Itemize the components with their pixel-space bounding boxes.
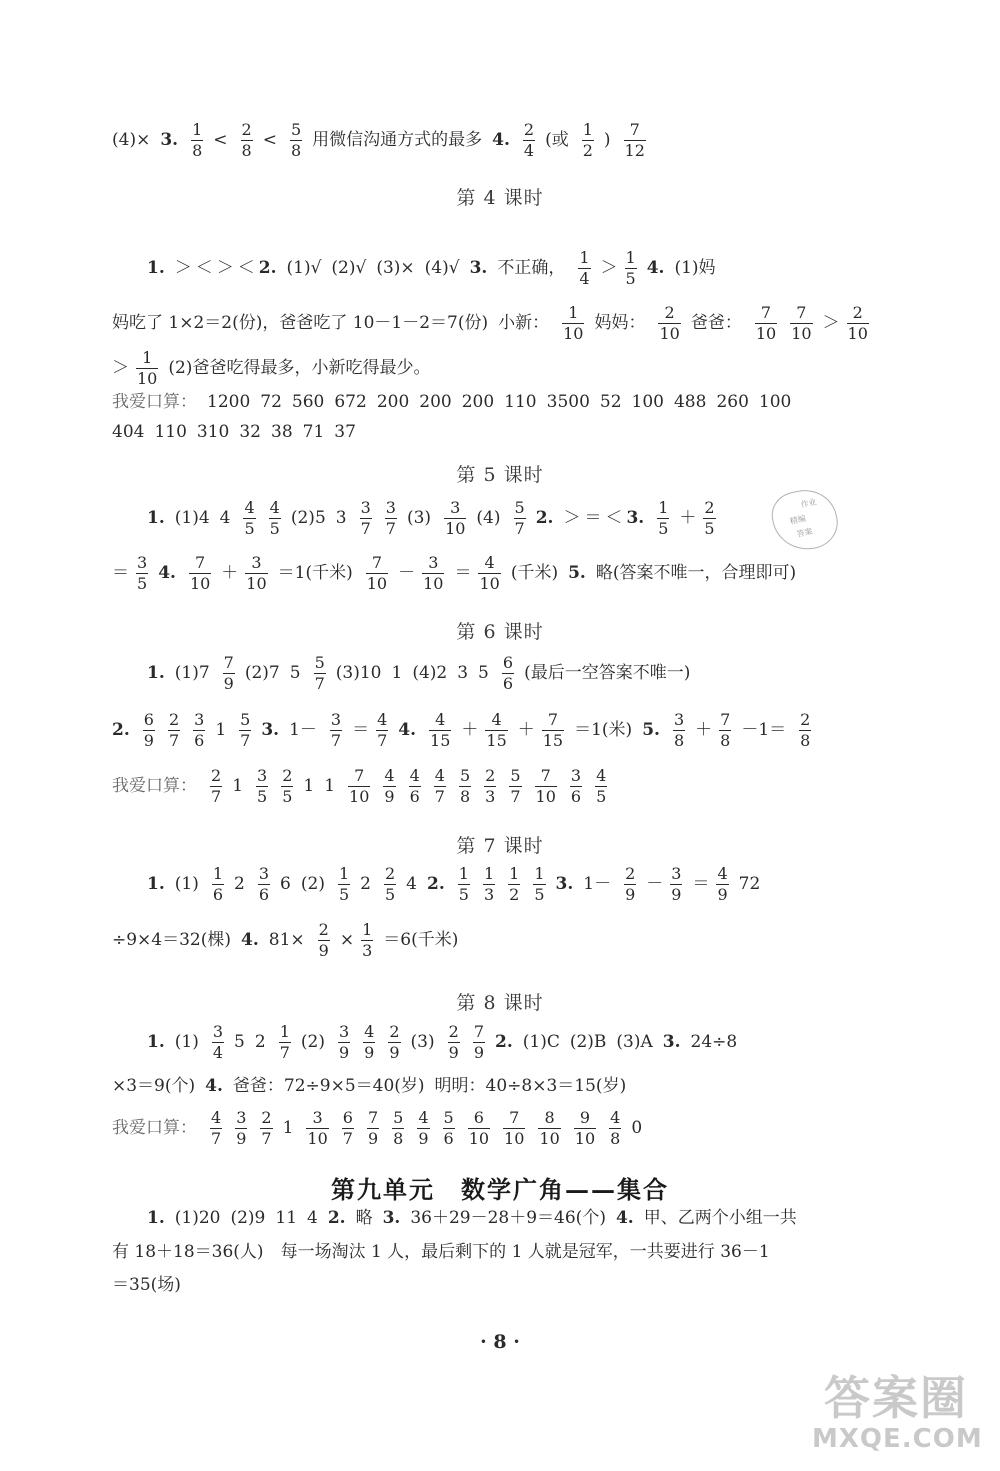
line-10-fraction: $\frac{3}{8}$ [673, 710, 685, 750]
line-8-text: ＝ [454, 563, 472, 583]
line-1-fraction: $\frac{2}{4}$ [523, 120, 535, 160]
mental-math-line-1-text: 560 [291, 392, 325, 412]
mental-math-line-1-text: 200 [376, 392, 410, 412]
line-7-fraction: $\frac{5}{7}$ [514, 498, 525, 538]
line-2-text: ＞ [174, 258, 192, 278]
line-8-fraction: $\frac{7}{10}$ [366, 553, 388, 593]
line-4-text: ＞ [112, 358, 129, 378]
mental-math-line-3-fraction: $\frac{2}{3}$ [485, 766, 496, 806]
line-12-fraction: $\frac{3}{6}$ [258, 864, 270, 904]
line-7-text: ＜ [605, 508, 623, 528]
line-2-fraction: $\frac{1}{4}$ [579, 248, 590, 288]
line-7-fraction: $\frac{4}{5}$ [244, 498, 255, 538]
line-3-fraction: $\frac{7}{10}$ [755, 303, 777, 343]
line-10-text: ＋ [695, 720, 713, 740]
line-10-text: 2. [112, 720, 130, 740]
line-9-text: (1)7 [174, 663, 210, 683]
line-10-fraction: $\frac{3}{7}$ [330, 710, 342, 750]
line-13-text: 4. [241, 930, 259, 950]
mental-math-line-4-fraction: $\frac{5}{6}$ [443, 1108, 454, 1148]
line-17-text: 11 [275, 1208, 298, 1228]
mental-math-line-3-fraction: $\frac{4}{7}$ [434, 766, 445, 806]
line-2-text: (3)× [376, 258, 415, 278]
line-14-fraction: $\frac{2}{9}$ [448, 1022, 459, 1062]
mental-math-line-4-fraction: $\frac{4}{8}$ [610, 1108, 621, 1148]
line-10-fraction: $\frac{2}{7}$ [168, 710, 180, 750]
line-17-text: 略 [355, 1208, 373, 1228]
line-9-fraction: $\frac{5}{7}$ [314, 653, 325, 693]
line-10-text: ＝ [352, 720, 370, 740]
line-14-fraction: $\frac{4}{9}$ [364, 1022, 375, 1062]
line-10-text: ＋ [461, 720, 479, 740]
mental-math-line-1-text: 我爱口算： [112, 392, 197, 412]
mental-math-line-3 [112, 768, 920, 805]
mental-math-line-1-text: 672 [334, 392, 367, 412]
line-15 [112, 1078, 920, 1095]
line-12-text: 4 [406, 874, 417, 894]
line-10-text: 4. [398, 720, 417, 740]
line-14-text: (1) [174, 1032, 199, 1052]
line-7-text: (2)5 [290, 508, 326, 528]
line-1-fraction: $\frac{2}{8}$ [241, 120, 252, 160]
line-7-fraction: $\frac{1}{5}$ [658, 498, 669, 538]
line-2-text: ＞ [216, 258, 234, 278]
line-14-text: (2)B [569, 1032, 607, 1052]
mental-math-line-4-fraction: $\frac{3}{9}$ [236, 1108, 247, 1148]
mental-math-line-3-fraction: $\frac{3}{5}$ [257, 766, 268, 806]
line-2-text: 4. [646, 258, 665, 278]
line-9-text: 5 [289, 663, 301, 683]
line-15-text: 爸爸：72÷9×5＝40(岁) [232, 1076, 425, 1096]
mental-math-line-3-fraction: $\frac{5}{7}$ [510, 766, 521, 806]
line-7-fraction: $\frac{3}{10}$ [445, 498, 466, 538]
line-9-text: 5 [478, 663, 489, 683]
mental-math-line-4-fraction: $\frac{4}{9}$ [418, 1108, 429, 1148]
line-14-text: 2. [495, 1032, 513, 1052]
line-14-text: 24÷8 [690, 1032, 738, 1052]
mental-math-line-1-text: 200 [461, 392, 495, 412]
line-15-text: ×3＝9(个) [112, 1076, 196, 1096]
mental-math-line-3-fraction: $\frac{2}{5}$ [282, 766, 293, 806]
line-12-text: － [646, 874, 664, 894]
line-10-text: 3. [261, 720, 280, 740]
mental-math-line-2-text: 37 [334, 422, 356, 442]
line-12 [147, 866, 920, 903]
line-3-text: ＞ [822, 313, 840, 333]
mental-math-line-1-text: 100 [631, 392, 664, 412]
line-12-text: 2. [427, 874, 445, 894]
line-3-text: 爸爸： [690, 313, 742, 333]
mental-math-line-4-fraction: $\frac{9}{10}$ [574, 1108, 596, 1148]
line-7-text: (3) [406, 508, 432, 528]
line-2-text: 2. [258, 258, 277, 278]
line-3-fraction: $\frac{1}{10}$ [563, 303, 584, 343]
line-7-text: ＝ [584, 508, 602, 528]
line-8-fraction: $\frac{7}{10}$ [189, 553, 211, 593]
mental-math-line-4-fraction: $\frac{7}{10}$ [504, 1108, 525, 1148]
line-7-text: 4 [219, 508, 231, 528]
mental-math-line-4-fraction: $\frac{8}{10}$ [539, 1108, 560, 1148]
line-2-text: 1. [147, 258, 165, 278]
line-17-text: 1. [147, 1208, 165, 1228]
line-7-text: 2. [535, 508, 554, 528]
mental-math-line-1-text: 72 [260, 392, 282, 412]
mental-math-line-1 [112, 394, 920, 411]
line-3-text: 小新： [498, 313, 550, 333]
line-12-fraction: $\frac{3}{9}$ [671, 864, 682, 904]
line-2-text: (4)√ [424, 258, 460, 278]
mental-math-line-3-text: 1 [303, 776, 315, 796]
line-12-text: 3. [555, 874, 574, 894]
line-10-text: －1＝ [741, 720, 787, 740]
mental-math-line-1-text: 488 [673, 392, 707, 412]
line-1-fraction: $\frac{1}{2}$ [582, 120, 593, 160]
line-8-fraction: $\frac{4}{10}$ [479, 553, 500, 593]
watermark-logo: 答案圈 MXQE.COM [812, 1371, 983, 1454]
mental-math-line-4 [112, 1110, 920, 1147]
line-7-fraction: $\frac{4}{5}$ [269, 498, 280, 538]
line-3-fraction: $\frac{2}{10}$ [847, 303, 868, 343]
line-7-text: 3. [626, 508, 645, 528]
line-1-text: (或 [545, 130, 569, 150]
line-13 [112, 922, 920, 959]
line-8-text: ＝ [112, 563, 129, 583]
line-7-text: ＞ [563, 508, 581, 528]
line-1-fraction: $\frac{1}{8}$ [192, 120, 203, 160]
mental-math-line-3-fraction: $\frac{5}{8}$ [459, 766, 471, 806]
line-12-text: (2) [300, 874, 325, 894]
line-10-fraction: $\frac{3}{6}$ [194, 710, 205, 750]
line-17-text: (2)9 [230, 1208, 266, 1228]
lesson-4-heading: 第 4 课时 [456, 187, 544, 209]
line-12-text: (1) [174, 874, 199, 894]
line-10-text: 1－ [289, 720, 317, 740]
mental-math-line-1-text: 3500 [546, 392, 590, 412]
line-12-fraction: $\frac{4}{9}$ [717, 864, 728, 904]
line-8-text: ＝1(千米) [277, 563, 353, 583]
mental-math-line-4-text: 我爱口算： [112, 1118, 197, 1138]
lesson-7-heading: 第 7 课时 [456, 835, 544, 857]
mental-math-line-1-text: 1200 [207, 392, 251, 412]
line-8-fraction: $\frac{3}{10}$ [246, 553, 267, 593]
unit-9-title: 第九单元 数学广角——集合 [331, 1175, 669, 1204]
mental-math-line-4-fraction: $\frac{6}{7}$ [342, 1108, 353, 1148]
line-9-fraction: $\frac{7}{9}$ [223, 653, 234, 693]
line-2-text: 3. [469, 258, 488, 278]
line-12-fraction: $\frac{1}{5}$ [458, 864, 469, 904]
line-2-text: (1)√ [286, 258, 322, 278]
mental-math-line-3-fraction: $\frac{4}{6}$ [409, 766, 420, 806]
mental-math-line-4-text: 1 [282, 1118, 294, 1138]
line-9-text: (最后一空答案不唯一) [524, 663, 691, 683]
line-14-text: (2) [300, 1032, 325, 1052]
line-14-fraction: $\frac{1}{7}$ [279, 1022, 290, 1062]
line-1-text: < [213, 130, 228, 150]
line-18 [112, 1244, 920, 1261]
line-9-fraction: $\frac{6}{6}$ [502, 653, 514, 693]
line-3-fraction: $\frac{7}{10}$ [791, 303, 812, 343]
line-14-text: (3)A [616, 1032, 653, 1052]
line-15-text: 4. [205, 1076, 223, 1096]
mental-math-line-2 [112, 424, 920, 441]
line-1-text: (4)× [112, 130, 151, 150]
line-8-text: 5. [568, 563, 586, 583]
line-7-fraction: $\frac{3}{7}$ [385, 498, 396, 538]
line-10-text: 5. [642, 720, 660, 740]
line-9 [147, 655, 920, 692]
line-2-text: (2)√ [331, 258, 367, 278]
line-3-text: 妈妈： [594, 313, 646, 333]
page-number: · 8 · [480, 1331, 520, 1353]
line-4 [112, 350, 920, 387]
line-8-fraction: $\frac{3}{5}$ [137, 553, 148, 593]
mental-math-line-4-fraction: $\frac{5}{8}$ [393, 1108, 404, 1148]
line-12-fraction: $\frac{1}{6}$ [212, 864, 224, 904]
line-12-fraction: $\frac{2}{9}$ [625, 864, 636, 904]
line-14-fraction: $\frac{3}{4}$ [212, 1022, 224, 1062]
mental-math-line-1-text: 200 [419, 392, 452, 412]
lesson-6-heading: 第 6 课时 [456, 621, 544, 643]
line-12-fraction: $\frac{1}{2}$ [509, 864, 520, 904]
line-9-text: (4)2 [412, 663, 448, 683]
line-9-text: 3 [457, 663, 469, 683]
mental-math-line-2-text: 38 [271, 422, 293, 442]
line-17-text: 4 [307, 1208, 318, 1228]
mental-math-line-2-text: 404 [112, 422, 145, 442]
line-12-fraction: $\frac{1}{5}$ [338, 864, 350, 904]
line-12-text: 72 [738, 874, 761, 894]
mental-math-line-4-text: 0 [631, 1118, 643, 1138]
mental-math-line-2-text: 71 [302, 422, 325, 442]
line-15-text: 明明：40÷8×3＝15(岁) [434, 1076, 627, 1096]
line-10-fraction: $\frac{4}{15}$ [486, 710, 507, 750]
line-4-fraction: $\frac{1}{10}$ [137, 348, 158, 388]
line-14-text: (1)C [522, 1032, 560, 1052]
line-7-fraction: $\frac{2}{5}$ [704, 498, 715, 538]
line-9-text: 1 [391, 663, 403, 683]
line-17 [147, 1210, 920, 1227]
line-14-text: 1. [147, 1032, 165, 1052]
line-10-fraction: $\frac{7}{8}$ [720, 710, 731, 750]
line-8-text: 略(答案不唯一，合理即可) [595, 563, 797, 583]
line-10-fraction: $\frac{6}{9}$ [143, 710, 154, 750]
line-8-fraction: $\frac{3}{10}$ [423, 553, 444, 593]
line-3-fraction: $\frac{2}{10}$ [659, 303, 680, 343]
line-12-text: ＝ [692, 874, 710, 894]
line-17-text: 4. [615, 1208, 634, 1228]
line-7-text: 3 [335, 508, 347, 528]
line-12-fraction: $\frac{1}{5}$ [534, 864, 545, 904]
mental-math-line-4-fraction: $\frac{4}{7}$ [211, 1108, 222, 1148]
line-12-text: 2 [360, 874, 371, 894]
line-4-text: (2)爸爸吃得最多，小新吃得最少。 [168, 358, 431, 378]
line-1 [112, 122, 920, 159]
mental-math-line-3-fraction: $\frac{7}{10}$ [349, 766, 370, 806]
line-17-text: (1)20 [174, 1208, 221, 1228]
line-17-text: 36＋29－28＋9＝46(个) [410, 1208, 606, 1228]
line-14-fraction: $\frac{2}{9}$ [389, 1022, 400, 1062]
line-10-text: ＝1(米) [574, 720, 633, 740]
mental-math-line-2-text: 110 [154, 422, 187, 442]
line-12-text: 1－ [583, 874, 612, 894]
line-10-text: 1 [215, 720, 227, 740]
mental-math-line-4-fraction: $\frac{2}{7}$ [261, 1108, 272, 1148]
line-14 [147, 1024, 920, 1061]
line-2-text: ＞ [600, 258, 618, 278]
line-8-text: (千米) [510, 563, 559, 583]
line-2-text: ＜ [237, 258, 255, 278]
line-1-fraction: $\frac{5}{8}$ [290, 120, 302, 160]
line-14-fraction: $\frac{7}{9}$ [473, 1022, 484, 1062]
mental-math-line-3-text: 我爱口算： [112, 776, 197, 796]
mental-math-line-1-text: 260 [716, 392, 749, 412]
line-1-text: 3. [160, 130, 179, 150]
line-7-text: ＋ [679, 508, 697, 528]
line-12-fraction: $\frac{1}{3}$ [483, 864, 495, 904]
mental-math-line-3-fraction: $\frac{2}{7}$ [211, 766, 222, 806]
line-19 [112, 1277, 920, 1294]
line-14-text: 3. [662, 1032, 681, 1052]
line-10-fraction: $\frac{7}{15}$ [542, 710, 564, 750]
mental-math-line-4-fraction: $\frac{7}{9}$ [367, 1108, 379, 1148]
line-12-text: 6 [280, 874, 291, 894]
line-9-text: 1. [147, 663, 165, 683]
mental-math-line-2-text: 310 [196, 422, 230, 442]
mental-math-line-1-text: 52 [599, 392, 622, 412]
line-13-fraction: $\frac{2}{9}$ [318, 920, 329, 960]
mental-math-line-1-text: 100 [758, 392, 792, 412]
line-17-text: 3. [382, 1208, 401, 1228]
line-2-text: 不正确， [497, 258, 566, 278]
line-9-text: (2)7 [244, 663, 280, 683]
line-12-fraction: $\frac{2}{5}$ [384, 864, 396, 904]
line-13-text: ＝6(千米) [383, 930, 459, 950]
mental-math-line-3-fraction: $\frac{4}{9}$ [384, 766, 395, 806]
line-17-text: 甲、乙两个小组一共 [643, 1208, 797, 1228]
line-13-fraction: $\frac{1}{3}$ [362, 920, 373, 960]
line-1-text: 用微信沟通方式的最多 [312, 130, 483, 150]
mental-math-line-3-text: 1 [232, 776, 244, 796]
mental-math-line-3-fraction: $\frac{4}{5}$ [596, 766, 607, 806]
line-18-text: 有 18＋18＝36(人) 每一场淘汰 1 人，最后剩下的 1 人就是冠军，一共要进行 36－1 [112, 1242, 770, 1262]
line-7-text: (4) [476, 508, 501, 528]
line-13-text: 81× [268, 930, 305, 950]
line-8-text: － [398, 563, 416, 583]
line-8-text: 4. [158, 563, 176, 583]
line-14-text: 5 [234, 1032, 245, 1052]
line-7-fraction: $\frac{3}{7}$ [360, 498, 371, 538]
line-10-fraction: $\frac{4}{7}$ [377, 710, 388, 750]
line-1-fraction: $\frac{7}{12}$ [624, 120, 645, 160]
mental-math-line-3-text: 1 [324, 776, 336, 796]
line-12-text: 1. [147, 874, 165, 894]
line-2-fraction: $\frac{1}{5}$ [625, 248, 636, 288]
lesson-5-heading: 第 5 课时 [456, 464, 544, 486]
line-2-text: (1)妈 [674, 258, 716, 278]
line-10-fraction: $\frac{4}{15}$ [430, 710, 451, 750]
line-9-text: (3)10 [335, 663, 382, 683]
line-2-text: ＜ [195, 258, 213, 278]
lesson-8-heading: 第 8 课时 [456, 992, 544, 1014]
line-7-text: (1)4 [174, 508, 210, 528]
line-10-fraction: $\frac{2}{8}$ [800, 710, 811, 750]
line-1-text: ) [603, 130, 611, 150]
line-17-text: 2. [327, 1208, 346, 1228]
line-2 [147, 250, 920, 287]
line-14-text: (3) [410, 1032, 435, 1052]
line-14-fraction: $\frac{3}{9}$ [338, 1022, 350, 1062]
line-1-text: < [262, 130, 277, 150]
line-13-text: ÷9×4＝32(棵) [112, 930, 232, 950]
mental-math-line-4-fraction: $\frac{3}{10}$ [307, 1108, 328, 1148]
line-14-text: 2 [254, 1032, 266, 1052]
mental-math-line-2-text: 32 [239, 422, 261, 442]
line-8 [112, 555, 920, 592]
mental-math-line-4-fraction: $\frac{6}{10}$ [468, 1108, 490, 1148]
line-7-text: 1. [147, 508, 165, 528]
mental-math-line-1-text: 110 [504, 392, 537, 412]
stamp-seal: 作业 精编 答案 [767, 484, 842, 556]
mental-math-line-3-fraction: $\frac{3}{6}$ [570, 766, 582, 806]
line-10-fraction: $\frac{5}{7}$ [240, 710, 251, 750]
line-10-text: ＋ [517, 720, 535, 740]
line-3-text: 妈吃了 1×2＝2(份)，爸爸吃了 10－1－2＝7(份) [112, 313, 489, 333]
line-12-text: 2 [234, 874, 245, 894]
line-13-text: × [339, 930, 355, 950]
mental-math-line-3-fraction: $\frac{7}{10}$ [535, 766, 556, 806]
line-3 [112, 305, 920, 342]
line-10 [112, 712, 920, 749]
line-19-text: ＝35(场) [112, 1275, 181, 1295]
line-8-text: ＋ [221, 563, 239, 583]
line-1-text: 4. [492, 130, 510, 150]
